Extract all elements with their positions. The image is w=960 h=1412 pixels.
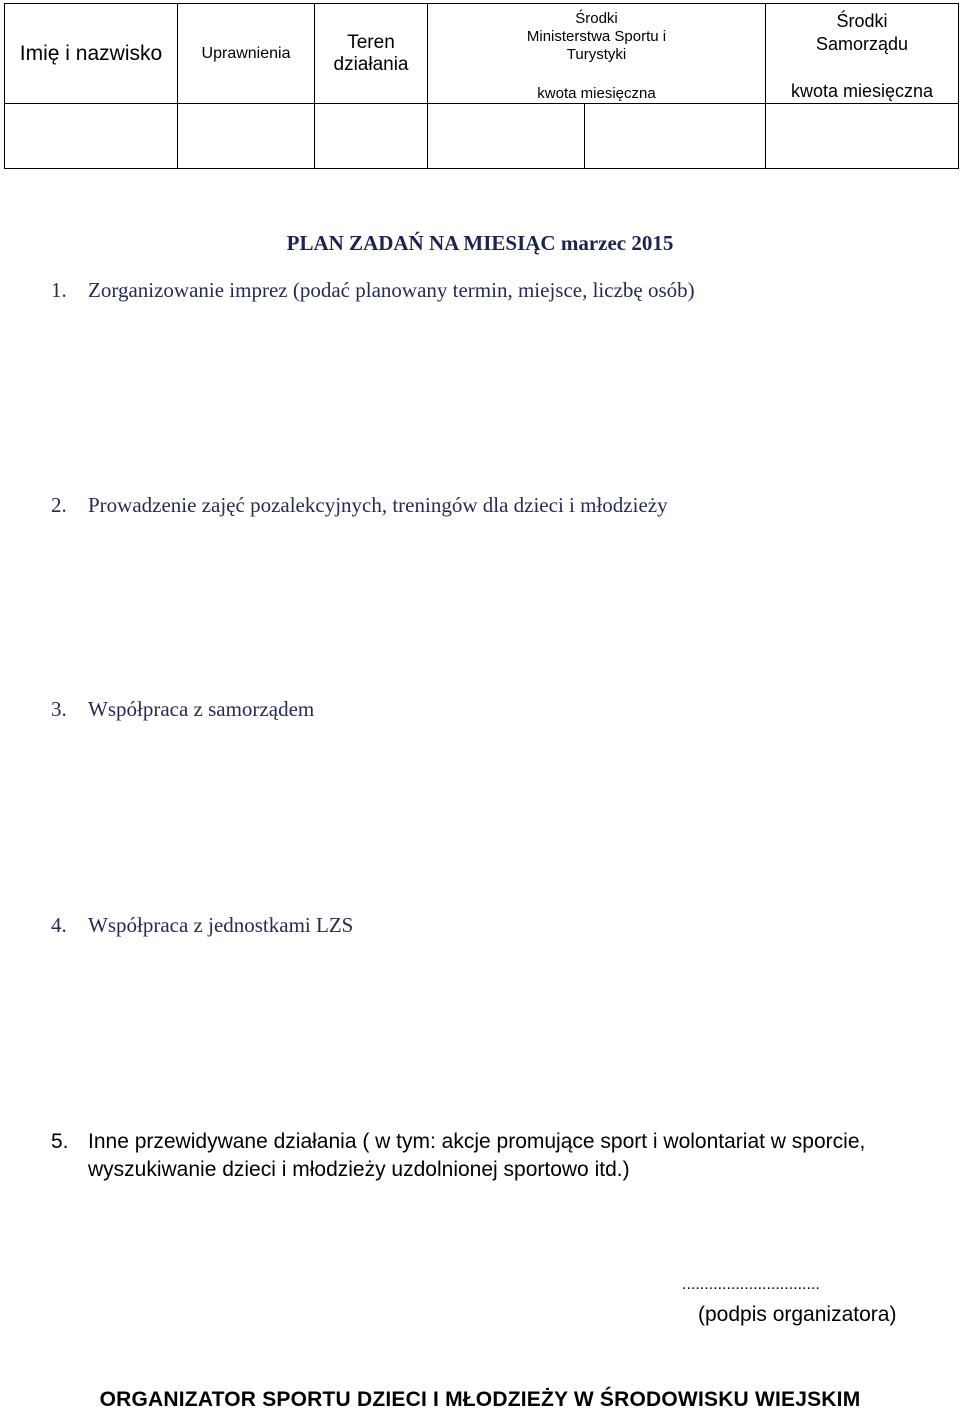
entry-area-cell[interactable] (315, 104, 428, 169)
header-ministry (428, 4, 766, 104)
footer-title: ORGANIZATOR SPORTU DZIECI I MŁODZIEŻY W ŚRODOWISKU WIEJSKIM (99, 1388, 861, 1411)
plan-item-text: Współpraca z samorządem (88, 697, 315, 721)
header-ministry-line3: Turystyki (566, 45, 627, 63)
plan-item-number: 2. (51, 493, 67, 517)
header-local-gov-line2: Samorządu (815, 33, 909, 54)
header-name: Imię i nazwisko (5, 4, 178, 104)
entry-permissions-cell[interactable] (178, 104, 315, 169)
header-row (5, 4, 959, 104)
header-area (315, 4, 428, 104)
plan-item-number: 4. (51, 913, 67, 937)
header-ministry-line2: Ministerstwa Sportu i (526, 27, 667, 45)
header-table (4, 3, 959, 169)
plan-item-number: 3. (51, 697, 67, 721)
plan-item-text: Inne przewidywane działania ( w tym: akcje promujące sport i wolontariat w sporcie, wyszukiwanie dzieci i młodzieży uzdolnionej sportowo itd.) (88, 1130, 866, 1181)
signature-line: ............................... (682, 1276, 820, 1293)
header-local-gov-line1: Środki (836, 10, 888, 31)
header-area-line2: działania (333, 53, 409, 75)
header-ministry-line1: Środki (575, 9, 618, 27)
header-ministry-amount: kwota miesięczna (537, 84, 656, 102)
plan-title: PLAN ZADAŃ NA MIESIĄC marzec 2015 (286, 231, 674, 255)
entry-ministry-cell-b[interactable] (585, 104, 766, 169)
header-local-gov-amount: kwota miesięczna (790, 80, 934, 101)
header-area-line1: Teren (347, 31, 395, 53)
entry-local-gov-cell[interactable] (766, 104, 959, 169)
signature-label: (podpis organizatora) (698, 1303, 897, 1326)
plan-item-number: 5. (51, 1130, 69, 1153)
plan-item-text: Zorganizowanie imprez (podać planowany termin, miejsce, liczbę osób) (88, 278, 695, 302)
entry-ministry-cell-a[interactable] (428, 104, 585, 169)
header-permissions: Uprawnienia (178, 4, 315, 104)
plan-item-text: Prowadzenie zajęć pozalekcyjnych, treningów dla dzieci i młodzieży (88, 493, 668, 517)
entry-row (5, 104, 959, 169)
plan-item-number: 1. (51, 278, 67, 302)
header-local-gov (766, 4, 959, 104)
plan-item-text: Współpraca z jednostkami LZS (88, 913, 354, 937)
entry-name-cell[interactable] (5, 104, 178, 169)
